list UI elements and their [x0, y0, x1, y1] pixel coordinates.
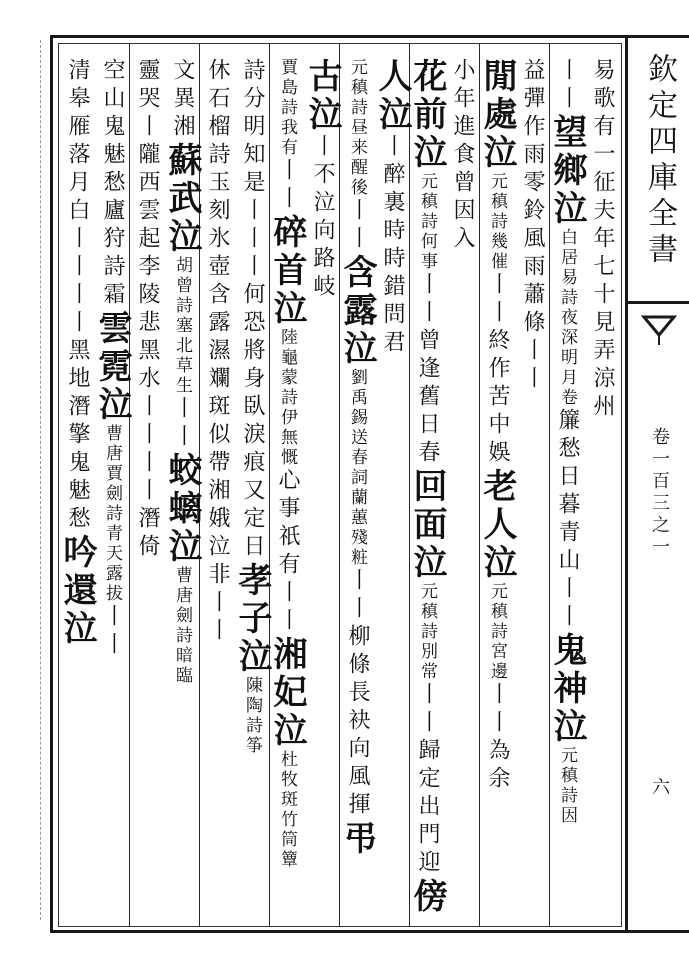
body-text: 非丨丨 [205, 562, 230, 646]
text-column [130, 58, 165, 918]
text-column [267, 58, 307, 918]
body-text: 丨醉裏時時錯問君 [380, 134, 405, 358]
headword: 花前泣 [407, 58, 447, 172]
annotation: 元稹詩別常 [417, 582, 437, 682]
text-column [515, 58, 550, 918]
fishtail-mark-icon [642, 313, 676, 347]
body-text: 雨蕭條丨丨 [520, 254, 545, 394]
text-column [337, 58, 377, 918]
annotation: 陳陶詩筝 [242, 676, 262, 756]
headword: 老人泣 [477, 468, 517, 582]
annotation: 賈島詩我有 [277, 58, 297, 158]
annotation: 曹唐賈劍詩青天露拔 [102, 424, 122, 604]
body-text: 丨丨 [100, 604, 125, 660]
headword: 碎首泣 [267, 214, 307, 328]
margin-separator [628, 301, 689, 304]
headword: 傍 [407, 878, 447, 916]
headword: 鬼神泣 [547, 632, 587, 746]
text-column [302, 58, 342, 918]
body-text: 益彈作雨零鈴風 [520, 58, 545, 254]
body-text: 詩分明知是丨丨丨何恐將身臥淚痕又定日 [240, 58, 265, 562]
annotation: 白居易詩夜深明月卷 [557, 228, 577, 408]
annotation: 劉禹錫送春詞蘭蕙殘粧 [347, 368, 367, 568]
headword: 閒處泣 [477, 58, 517, 172]
text-column [232, 58, 272, 918]
headword: 孝子泣 [232, 562, 272, 676]
body-text: 丨黑地潛擎鬼魅愁 [65, 310, 90, 534]
body-text: 空山鬼魅愁廬狩詩霜 [100, 58, 125, 310]
body-text: 文異湘 [170, 58, 195, 142]
headword: 回面泣 [407, 468, 447, 582]
page-number: 六 [649, 777, 670, 795]
text-column [162, 58, 202, 918]
headword: 含露泣 [337, 254, 377, 368]
text-column [372, 58, 412, 918]
body-text: 丨丨 [345, 198, 370, 254]
body-text: 易歌有一征夫年七 [590, 58, 615, 282]
headword: 望鄉泣 [547, 114, 587, 228]
body-text: 十見弄涼州 [590, 282, 615, 422]
annotation: 元稹詩因 [557, 746, 577, 826]
text-column [585, 58, 620, 918]
body-text: 丨丨終作苦中娛 [485, 272, 510, 468]
text-column [407, 58, 447, 918]
annotation: 曹唐劍詩暗臨 [172, 566, 192, 686]
body-text: 丨丨 [555, 576, 580, 632]
text-column [547, 58, 587, 918]
body-text: 丨丨 [275, 158, 300, 214]
headword: 古泣 [302, 58, 342, 134]
body-text: 丨隴西雲起李陵悲 [135, 114, 160, 338]
annotation: 杜牧斑竹筒簟 [277, 750, 297, 870]
body-text: 靈哭 [135, 58, 160, 114]
headword: 湘妃泣 [267, 636, 307, 750]
headword: 吟還泣 [57, 534, 97, 648]
text-column [57, 58, 97, 918]
body-text: 小年進食 [450, 58, 475, 170]
margin-column [628, 35, 689, 933]
body-text: 丨丨 [555, 58, 580, 114]
body-text: 休石榴詩玉刻氷壺含露濕斕斑似帶湘娥泣 [205, 58, 230, 562]
body-text: 心事祇有丨丨 [275, 468, 300, 636]
text-column [200, 58, 235, 918]
annotation: 胡曾詩塞北草生 [172, 256, 192, 396]
annotation: 元稹詩何事 [417, 172, 437, 272]
text-column [92, 58, 132, 918]
headword: 人泣 [372, 58, 412, 134]
body-text: 丨丨為余 [485, 682, 510, 794]
body-text: 清皋雁落月白丨丨丨 [65, 58, 90, 310]
volume-label: 卷一百三之一 [649, 427, 670, 559]
body-text: 簾愁日暮青山 [555, 408, 580, 576]
headword: 蘇武泣 [162, 142, 202, 256]
headword: 雲霓泣 [92, 310, 132, 424]
page-edge-strip [40, 40, 47, 920]
annotation: 元稹詩宮邊 [487, 582, 507, 682]
text-column [477, 58, 517, 918]
text-column [445, 58, 480, 918]
body-text: 曾因入 [450, 170, 475, 254]
body-text: 丨不泣向路岐 [310, 134, 335, 302]
body-text: 丨丨曾逢舊日春 [415, 272, 440, 468]
body-text: 丨丨歸定出門迎 [415, 682, 440, 878]
annotation: 陸龜蒙詩伊無慨 [277, 328, 297, 468]
annotation: 元稹詩昼来醒後 [347, 58, 367, 198]
annotation: 元稹詩幾催 [487, 172, 507, 272]
body-text: 丨丨柳條長袂向風揮 [345, 568, 370, 820]
headword: 蛟螭泣 [162, 452, 202, 566]
body-text: 丨丨 [170, 396, 195, 452]
body-text: 黑水丨丨丨丨潛倚 [135, 338, 160, 562]
book-title: 欽定四庫全書 [642, 53, 677, 269]
headword: 弔 [337, 820, 377, 858]
